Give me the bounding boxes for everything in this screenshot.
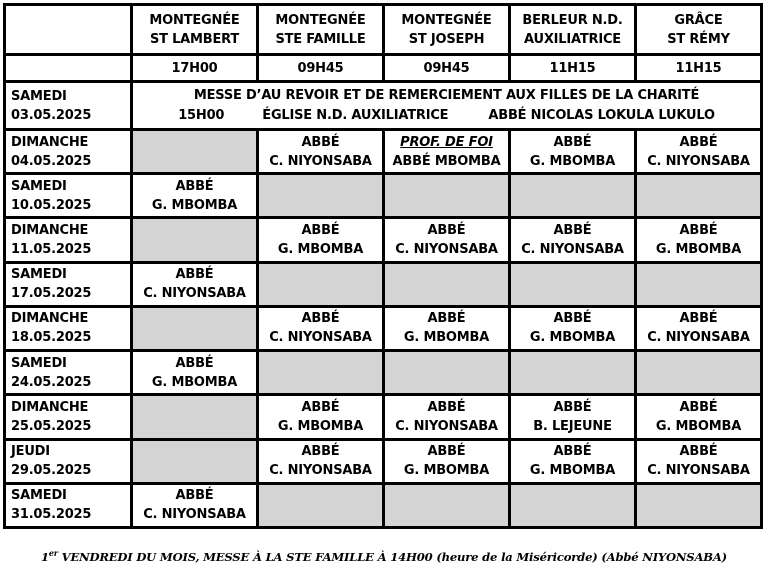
- cell-priest: G. MBOMBA: [529, 330, 616, 346]
- schedule-cell: [385, 131, 508, 172]
- cell-title: ABBÉ: [175, 488, 214, 504]
- row-date: [6, 219, 130, 260]
- row-date: [6, 308, 130, 349]
- row-date-value: 10.05.2025: [11, 197, 92, 213]
- cell-priest: C. NIYONSABA: [395, 418, 498, 434]
- cell-title: ABBÉ: [301, 444, 340, 460]
- empty-cell: [637, 352, 760, 393]
- row-day: DIMANCHE: [11, 399, 89, 415]
- schedule-cell: [511, 131, 634, 172]
- column-header: [133, 6, 256, 53]
- corner-cell: [6, 6, 130, 53]
- column-name: GRÂCE: [674, 12, 723, 28]
- cell-priest: ABBÉ MBOMBA: [392, 153, 501, 169]
- cell-title: ABBÉ: [553, 444, 592, 460]
- cell-title: ABBÉ: [427, 223, 466, 239]
- row-day: JEUDI: [11, 444, 50, 460]
- column-time: 09H45: [385, 56, 508, 80]
- schedule-cell: [637, 396, 760, 437]
- row-date-value: 11.05.2025: [11, 242, 92, 258]
- empty-cell: [133, 219, 256, 260]
- row-date-value: 29.05.2025: [11, 463, 92, 479]
- column-name: MONTEGNÉE: [149, 12, 240, 28]
- cell-priest: C. NIYONSABA: [269, 463, 372, 479]
- special-time: 15H00: [178, 108, 225, 123]
- cell-title: ABBÉ: [553, 134, 592, 150]
- row-date: [6, 396, 130, 437]
- schedule-cell: [637, 131, 760, 172]
- empty-cell: [133, 396, 256, 437]
- row-day: SAMEDI: [11, 88, 67, 104]
- row-date: [6, 485, 130, 526]
- schedule-cell: [637, 219, 760, 260]
- empty-cell: [637, 175, 760, 216]
- footer-note: [0, 548, 768, 564]
- special-title: MESSE D’AU REVOIR ET DE REMERCIEMENT AUX FILLES DE LA CHARITÉ: [193, 88, 700, 103]
- cell-title: ABBÉ: [301, 399, 340, 415]
- cell-priest: G. MBOMBA: [151, 197, 238, 213]
- empty-cell: [637, 264, 760, 305]
- schedule-cell: [259, 396, 382, 437]
- special-details: [133, 106, 760, 125]
- row-date: [6, 264, 130, 305]
- schedule-cell: [511, 308, 634, 349]
- row-date-value: 17.05.2025: [11, 286, 92, 302]
- footer-number: 1: [41, 549, 49, 564]
- column-header: [385, 6, 508, 53]
- cell-priest: G. MBOMBA: [151, 374, 238, 390]
- schedule-cell: [385, 219, 508, 260]
- cell-priest: G. MBOMBA: [655, 418, 742, 434]
- empty-cell: [133, 131, 256, 172]
- row-date: [6, 131, 130, 172]
- cell-title: ABBÉ: [427, 311, 466, 327]
- empty-cell: [385, 352, 508, 393]
- cell-priest: C. NIYONSABA: [143, 286, 246, 302]
- cell-priest: C. NIYONSABA: [143, 507, 246, 523]
- cell-priest: G. MBOMBA: [655, 242, 742, 258]
- schedule-cell: [385, 308, 508, 349]
- cell-title: ABBÉ: [679, 134, 718, 150]
- column-subname: AUXILIATRICE: [524, 31, 621, 47]
- cell-title: PROF. DE FOI: [400, 134, 493, 150]
- cell-priest: C. NIYONSABA: [395, 242, 498, 258]
- row-date-value: 04.05.2025: [11, 153, 92, 169]
- schedule-cell: [511, 219, 634, 260]
- row-day: SAMEDI: [11, 355, 67, 371]
- column-subname: ST LAMBERT: [149, 31, 240, 47]
- row-date: [6, 175, 130, 216]
- schedule-cell: [385, 396, 508, 437]
- row-day: SAMEDI: [11, 267, 67, 283]
- schedule-cell: [133, 352, 256, 393]
- column-name: MONTEGNÉE: [401, 12, 492, 28]
- cell-title: ABBÉ: [175, 355, 214, 371]
- row-day: DIMANCHE: [11, 311, 89, 327]
- schedule-cell: [637, 308, 760, 349]
- schedule-cell: [133, 485, 256, 526]
- special-event: [133, 83, 760, 128]
- cell-priest: G. MBOMBA: [277, 418, 364, 434]
- row-date-value: 31.05.2025: [11, 507, 92, 523]
- schedule-cell: [259, 308, 382, 349]
- empty-cell: [511, 485, 634, 526]
- cell-priest: C. NIYONSABA: [647, 463, 750, 479]
- empty-cell: [385, 264, 508, 305]
- row-day: DIMANCHE: [11, 134, 89, 150]
- row-date-value: 25.05.2025: [11, 418, 92, 434]
- schedule-cell: [637, 441, 760, 482]
- row-date-value: 03.05.2025: [11, 107, 92, 123]
- column-name: BERLEUR N.D.: [522, 12, 623, 28]
- cell-priest: B. LEJEUNE: [533, 418, 612, 434]
- empty-cell: [637, 485, 760, 526]
- column-subname: ST RÉMY: [667, 31, 730, 47]
- column-header: [637, 6, 760, 53]
- empty-cell: [385, 175, 508, 216]
- cell-priest: C. NIYONSABA: [521, 242, 624, 258]
- cell-title: ABBÉ: [553, 311, 592, 327]
- cell-title: ABBÉ: [175, 267, 214, 283]
- schedule-cell: [133, 175, 256, 216]
- empty-cell: [511, 264, 634, 305]
- row-date: [6, 83, 130, 128]
- schedule-cell: [511, 396, 634, 437]
- footer-text: VENDREDI DU MOIS, MESSE À LA STE FAMILLE À 14H00 (heure de la Miséricorde) (Abbé NIYONSABA): [57, 549, 727, 564]
- cell-title: ABBÉ: [679, 223, 718, 239]
- cell-title: ABBÉ: [427, 444, 466, 460]
- cell-title: ABBÉ: [679, 311, 718, 327]
- empty-cell: [259, 352, 382, 393]
- cell-priest: G. MBOMBA: [529, 463, 616, 479]
- schedule-cell: [385, 441, 508, 482]
- empty-cell: [133, 308, 256, 349]
- special-place: ÉGLISE N.D. AUXILIATRICE: [262, 108, 449, 123]
- empty-cell: [385, 485, 508, 526]
- cell-title: ABBÉ: [553, 399, 592, 415]
- column-subname: ST JOSEPH: [408, 31, 485, 47]
- empty-cell: [259, 175, 382, 216]
- schedule-cell: [259, 131, 382, 172]
- column-time: 09H45: [259, 56, 382, 80]
- corner-cell: [6, 56, 130, 80]
- cell-title: ABBÉ: [301, 311, 340, 327]
- cell-title: ABBÉ: [427, 399, 466, 415]
- column-time: 17H00: [133, 56, 256, 80]
- cell-title: ABBÉ: [301, 223, 340, 239]
- footer-superscript: er: [48, 548, 58, 558]
- cell-priest: G. MBOMBA: [403, 463, 490, 479]
- empty-cell: [511, 175, 634, 216]
- row-day: DIMANCHE: [11, 223, 89, 239]
- column-name: MONTEGNÉE: [275, 12, 366, 28]
- cell-priest: G. MBOMBA: [277, 242, 364, 258]
- schedule-cell: [133, 264, 256, 305]
- column-subname: STE FAMILLE: [275, 31, 366, 47]
- cell-priest: C. NIYONSABA: [647, 330, 750, 346]
- cell-title: ABBÉ: [175, 178, 214, 194]
- column-time: 11H15: [511, 56, 634, 80]
- empty-cell: [259, 485, 382, 526]
- cell-priest: G. MBOMBA: [403, 330, 490, 346]
- cell-priest: C. NIYONSABA: [269, 153, 372, 169]
- empty-cell: [511, 352, 634, 393]
- cell-title: ABBÉ: [553, 223, 592, 239]
- row-day: SAMEDI: [11, 178, 67, 194]
- row-date-value: 24.05.2025: [11, 374, 92, 390]
- row-day: SAMEDI: [11, 488, 67, 504]
- special-priest: ABBÉ NICOLAS LOKULA LUKULO: [488, 108, 715, 123]
- column-header: [259, 6, 382, 53]
- cell-priest: G. MBOMBA: [529, 153, 616, 169]
- cell-priest: C. NIYONSABA: [269, 330, 372, 346]
- column-time: 11H15: [637, 56, 760, 80]
- schedule-cell: [259, 441, 382, 482]
- cell-title: ABBÉ: [301, 134, 340, 150]
- schedule-cell: [511, 441, 634, 482]
- cell-priest: C. NIYONSABA: [647, 153, 750, 169]
- empty-cell: [259, 264, 382, 305]
- cell-title: ABBÉ: [679, 444, 718, 460]
- row-date: [6, 441, 130, 482]
- schedule-table: [3, 3, 763, 529]
- cell-title: ABBÉ: [679, 399, 718, 415]
- empty-cell: [133, 441, 256, 482]
- column-header: [511, 6, 634, 53]
- row-date: [6, 352, 130, 393]
- row-date-value: 18.05.2025: [11, 330, 92, 346]
- schedule-cell: [259, 219, 382, 260]
